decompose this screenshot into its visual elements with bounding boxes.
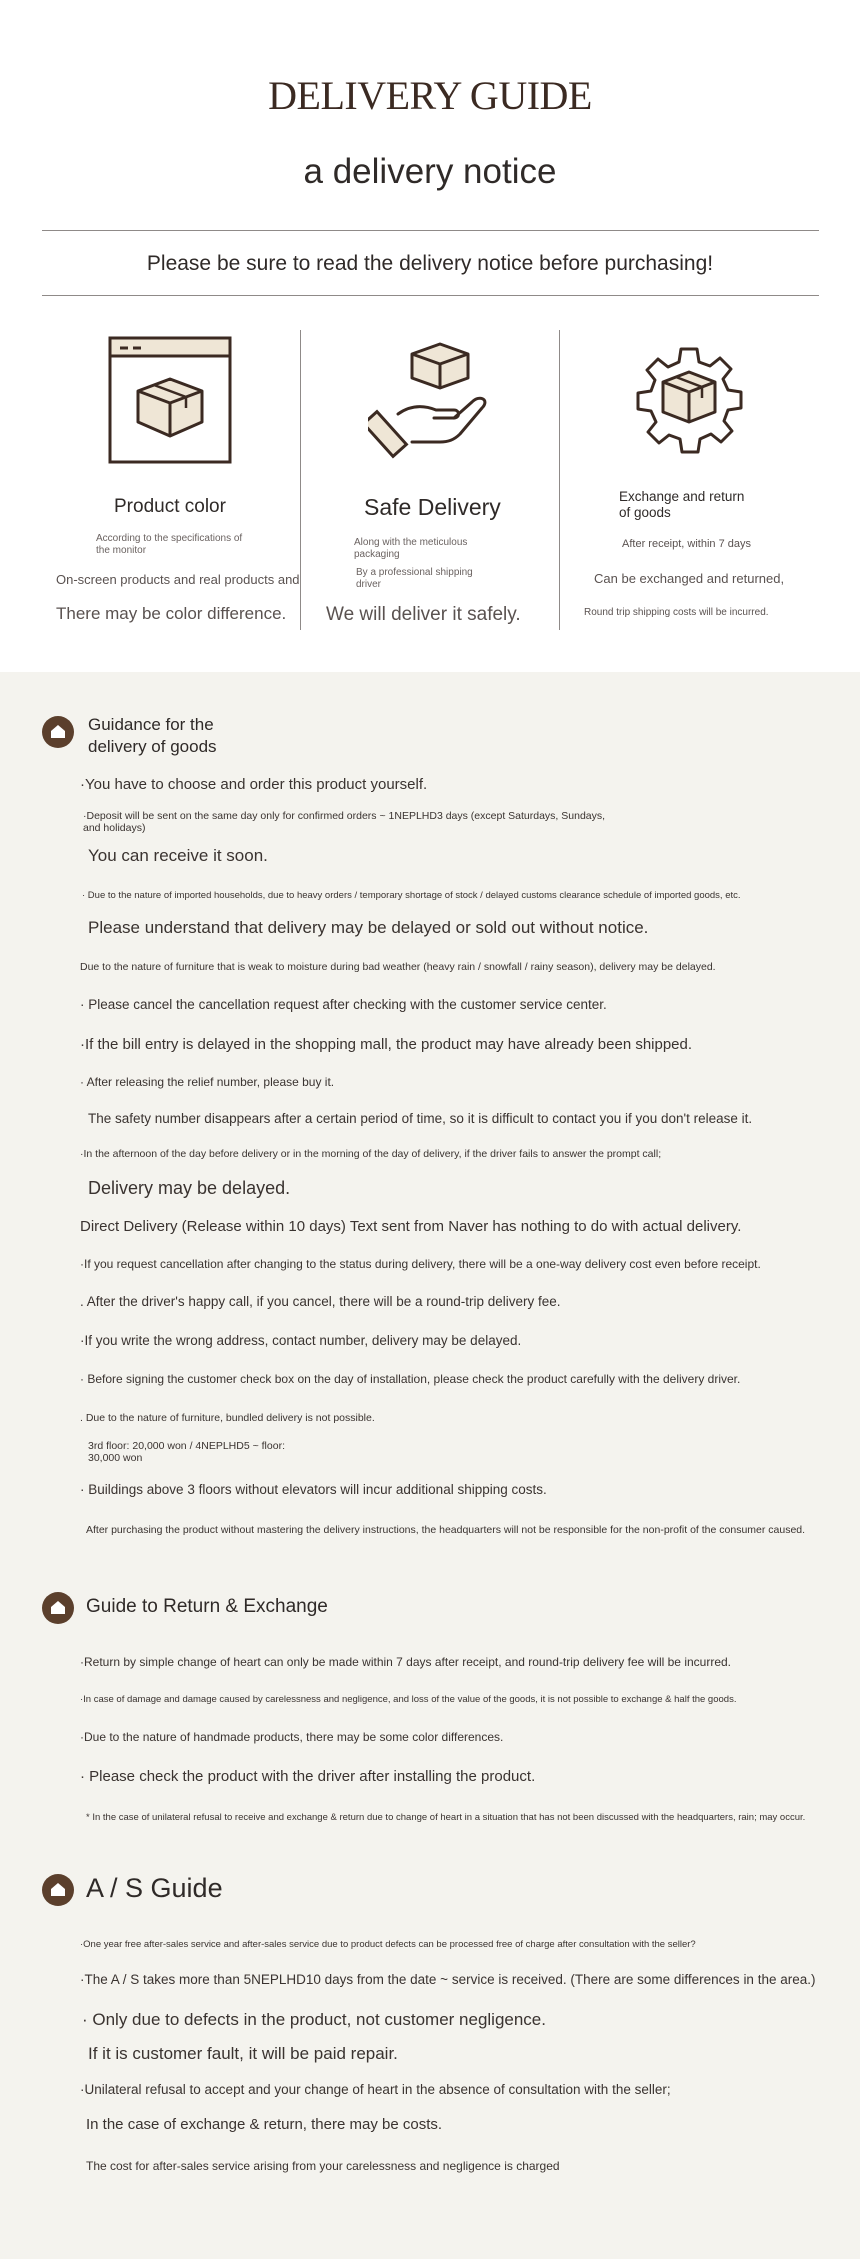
- exchange-note: After receipt, within 7 days: [622, 538, 752, 550]
- safe-delivery-statement: We will deliver it safely.: [326, 604, 521, 625]
- as-line: The cost for after-sales service arising from your carelessness and negligence is charged: [86, 2159, 560, 2173]
- as-line: ·The A / S takes more than 5NEPLHD10 days from the date ~ service is received. (There are some differences in the area.): [80, 1972, 816, 1987]
- delivery-line: ·You have to choose and order this product yourself.: [80, 776, 428, 793]
- delivery-line: Due to the nature of furniture that is weak to moisture during bad weather (heavy rain / snowfall / rainy season), delivery may be delayed.: [80, 961, 716, 973]
- delivery-line: ·If you request cancellation after changing to the status during delivery, there will be a one-way delivery cost even before receipt.: [80, 1257, 761, 1271]
- column-divider: [300, 330, 301, 630]
- return-line: ·Return by simple change of heart can only be made within 7 days after receipt, and round-trip delivery fee will be incurred.: [80, 1655, 732, 1669]
- as-line: If it is customer fault, it will be paid repair.: [88, 2044, 398, 2063]
- as-line: ·One year free after-sales service and after-sales service due to product defects can be processed free of charge after consultation with the seller?: [80, 1939, 696, 1950]
- product-color-statement: There may be color difference.: [56, 604, 287, 623]
- as-line: ·Unilateral refusal to accept and your change of heart in the absence of consultation with the seller;: [80, 2082, 671, 2097]
- page-subtitle: a delivery notice: [303, 152, 557, 191]
- return-line: ·Due to the nature of handmade products, there may be some color differences.: [80, 1730, 504, 1744]
- delivery-line: Please understand that delivery may be delayed or sold out without notice.: [88, 918, 649, 937]
- delivery-line: . Due to the nature of furniture, bundled delivery is not possible.: [80, 1412, 375, 1424]
- return-line: * In the case of unilateral refusal to receive and exchange & return due to change of heart in a situation that has not been discussed with the headquarters, rain; may occur.: [86, 1812, 806, 1823]
- delivery-line: · Before signing the customer check box on the day of installation, please check the product carefully with the delivery driver.: [80, 1372, 741, 1386]
- delivery-line: . After the driver's happy call, if you cancel, there will be a round-trip delivery fee.: [80, 1294, 561, 1309]
- return-line: ·In case of damage and damage caused by carelessness and negligence, and loss of the value of the goods, it is not possible to exchange & half the goods.: [80, 1694, 737, 1705]
- delivery-line: ·In the afternoon of the day before delivery or in the morning of the day of delivery, if the driver fails to answer the prompt call;: [80, 1148, 662, 1160]
- exchange-line: Can be exchanged and returned,: [594, 571, 785, 586]
- home-icon: [42, 716, 74, 748]
- exchange-heading: Exchange and return of goods: [619, 489, 745, 520]
- delivery-line: 3rd floor: 20,000 won / 4NEPLHD5 ~ floor: 30,000 won: [88, 1440, 285, 1464]
- home-icon: [42, 1592, 74, 1624]
- product-color-line: On-screen products and real products and: [56, 572, 300, 587]
- column-divider: [559, 330, 560, 630]
- delivery-line: · Due to the nature of imported households, due to heavy orders / temporary shortage of stock / delayed customs clearance schedule of imported goods, etc.: [82, 890, 741, 901]
- divider: [42, 295, 819, 296]
- guide-sections: [0, 672, 860, 2259]
- return-section-title: Guide to Return & Exchange: [86, 1596, 328, 1617]
- notice-text: Please be sure to read the delivery notice before purchasing!: [146, 252, 714, 275]
- delivery-section-title: Guidance for the delivery of goods: [88, 715, 217, 756]
- delivery-line: · After releasing the relief number, please buy it.: [80, 1075, 335, 1089]
- delivery-line: Direct Delivery (Release within 10 days) Text sent from Naver has nothing to do with actual delivery.: [80, 1218, 742, 1235]
- delivery-line: ·If the bill entry is delayed in the shopping mall, the product may have already been shipped.: [80, 1036, 693, 1053]
- product-color-heading: Product color: [114, 496, 226, 517]
- gear-box-icon: [624, 336, 754, 466]
- safe-delivery-heading: Safe Delivery: [364, 494, 501, 520]
- page-title: DELIVERY GUIDE: [268, 73, 592, 118]
- as-section-title: A / S Guide: [86, 1873, 223, 1903]
- delivery-line: ·If you write the wrong address, contact number, delivery may be delayed.: [80, 1333, 522, 1348]
- return-line: · Please check the product with the driver after installing the product.: [80, 1768, 536, 1785]
- delivery-line: · Buildings above 3 floors without elevators will incur additional shipping costs.: [80, 1482, 547, 1497]
- product-window-icon: [108, 336, 234, 468]
- delivery-guide-header: [0, 0, 860, 672]
- delivery-line: · Please cancel the cancellation request after checking with the customer service center.: [80, 997, 607, 1012]
- divider: [42, 230, 819, 231]
- exchange-cost: Round trip shipping costs will be incurred.: [584, 607, 769, 618]
- delivery-line: You can receive it soon.: [88, 846, 268, 865]
- as-line: · Only due to defects in the product, not customer negligence.: [82, 2010, 546, 2029]
- home-icon: [42, 1874, 74, 1906]
- delivery-line: ·Deposit will be sent on the same day only for confirmed orders ~ 1NEPLHD3 days (except Saturdays, Sundays, and holidays): [83, 810, 606, 834]
- delivery-line: Delivery may be delayed.: [88, 1178, 291, 1198]
- safe-delivery-note-2: By a professional shipping driver: [356, 567, 473, 590]
- safe-delivery-note-1: Along with the meticulous packaging: [354, 537, 468, 560]
- product-color-note: According to the specifications of the monitor: [96, 533, 243, 556]
- delivery-line: After purchasing the product without mastering the delivery instructions, the headquarters will not be responsible for the non-profit of the consumer caused.: [86, 1524, 806, 1536]
- as-line: In the case of exchange & return, there may be costs.: [86, 2116, 443, 2133]
- hand-box-icon: [368, 342, 494, 460]
- delivery-line: The safety number disappears after a certain period of time, so it is difficult to contact you if you don't release it.: [88, 1111, 753, 1126]
